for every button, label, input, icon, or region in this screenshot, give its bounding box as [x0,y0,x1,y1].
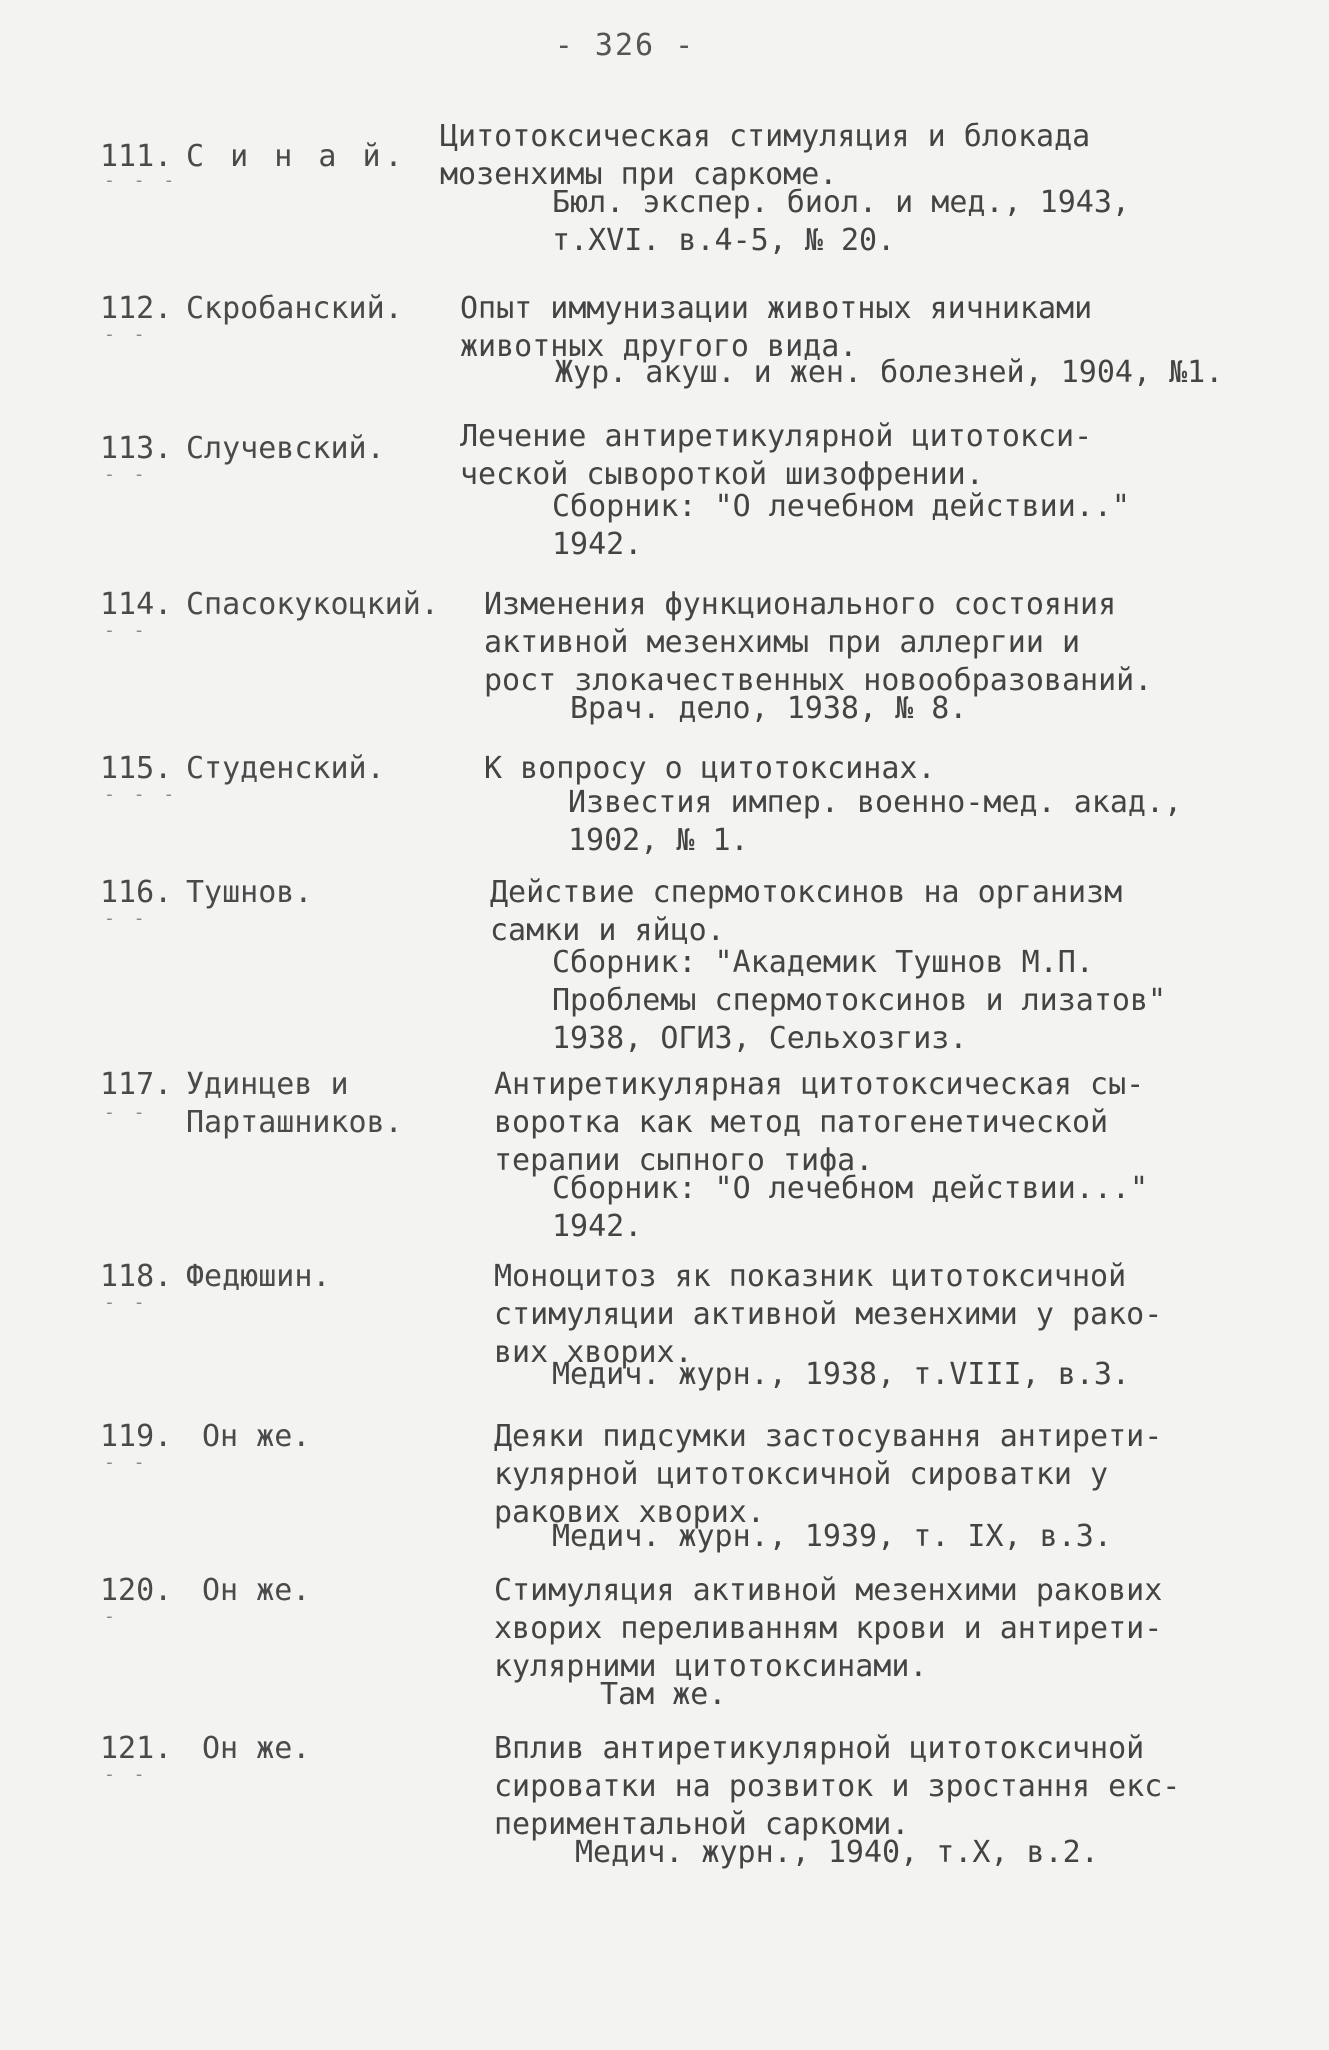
entry-source: Бюл. экспер. биол. и мед., 1943, т.XVI. в.4-5, № 20. [552,185,1130,258]
entry-author: С и н а й. [186,139,407,174]
entry-title: Цитотоксическая стимуляция и блокада мозенхимы при саркоме. [440,119,1091,192]
entry-title: Изменения функционального состояния активной мезенхимы при аллергии и рост злокачественных новообразований. [484,587,1153,698]
entry-author: Удинцев и Парташников. [186,1067,403,1140]
entry-title: Вплив антиретикулярной цитотоксичной сироватки на розвиток и зростання екс- периментальной саркоми. [494,1731,1181,1842]
entry-number: 119. [100,1419,173,1454]
entry-number: 116. [100,875,173,910]
entry-marker: - - [104,464,149,485]
entry-title: Моноцитоз як показник цитотоксичной стимуляции активной мезенхими у рако- вих хворих. [494,1259,1163,1370]
entry-author: Скробанский. [186,291,403,326]
entry-marker: - - - [104,170,179,191]
entry-author: Случевский. [186,431,385,466]
entry-source: Жур. акуш. и жен. болезней, 1904, №1. [555,355,1224,390]
entry-source: Сборник: "Академик Тушнов М.П. Проблемы спермотоксинов и лизатов" 1938, ОГИЗ, Сельхозгиз. [552,945,1167,1056]
entry-source: Медич. журн., 1939, т. IX, в.3. [552,1519,1112,1554]
entry-author: Спасокукоцкий. [186,587,439,622]
entry-source: Известия импер. военно-мед. акад., 1902, № 1. [568,785,1183,858]
entry-author: Студенский. [186,751,385,786]
page-number: - 326 - [554,28,696,63]
entry-marker: - - - [104,784,179,805]
entry-number: 112. [100,291,173,326]
entry-source: Сборник: "О лечебном действии.." 1942. [552,489,1130,562]
entry-source: Врач. дело, 1938, № 8. [570,691,968,726]
entry-title: Деяки пидсумки застосування антирети- кулярной цитотоксичной сироватки у ракових хворих. [494,1419,1163,1530]
entry-marker: - - [104,1452,149,1473]
entry-title: Стимуляция активной мезенхими ракових хворих переливанням крови и антирети- кулярними цитотоксинами. [494,1573,1163,1684]
entry-source: Сборник: "О лечебном действии..." 1942. [552,1171,1149,1244]
entry-source: Там же. [600,1677,727,1712]
entry-number: 111. [100,139,173,174]
entry-marker: - - [104,1292,149,1313]
entry-marker: - [104,1606,119,1627]
entry-number: 114. [100,587,173,622]
entry-number: 113. [100,431,173,466]
entry-marker: - - [104,908,149,929]
entry-title: Действие спермотоксинов на организм самки и яйцо. [490,875,1123,948]
entry-marker: - - [104,1764,149,1785]
entry-source: Медич. журн., 1940, т.X, в.2. [575,1835,1099,1870]
entry-number: 115. [100,751,173,786]
entry-author: Он же. [202,1573,311,1608]
entry-number: 120. [100,1573,173,1608]
entry-author: Он же. [202,1731,311,1766]
entry-title: Опыт иммунизации животных яичниками животных другого вида. [460,291,1093,364]
entry-marker: - - [104,324,149,345]
entry-number: 118. [100,1259,173,1294]
entry-number: 117. [100,1067,173,1102]
entry-number: 121. [100,1731,173,1766]
entry-author: Тушнов. [186,875,313,910]
entry-author: Федюшин. [186,1259,331,1294]
entry-source: Медич. журн., 1938, т.VIII, в.3. [552,1357,1130,1392]
entry-title: К вопросу о цитотоксинах. [484,751,936,786]
entry-marker: - - [104,620,149,641]
entry-title: Антиретикулярная цитотоксическая сы- воротка как метод патогенетической терапии сыпного тифа. [494,1067,1145,1178]
entry-marker: - - [104,1102,149,1123]
entry-title: Лечение антиретикулярной цитотокси- ческой сывороткой шизофрении. [460,419,1093,492]
entry-author: Он же. [202,1419,311,1454]
